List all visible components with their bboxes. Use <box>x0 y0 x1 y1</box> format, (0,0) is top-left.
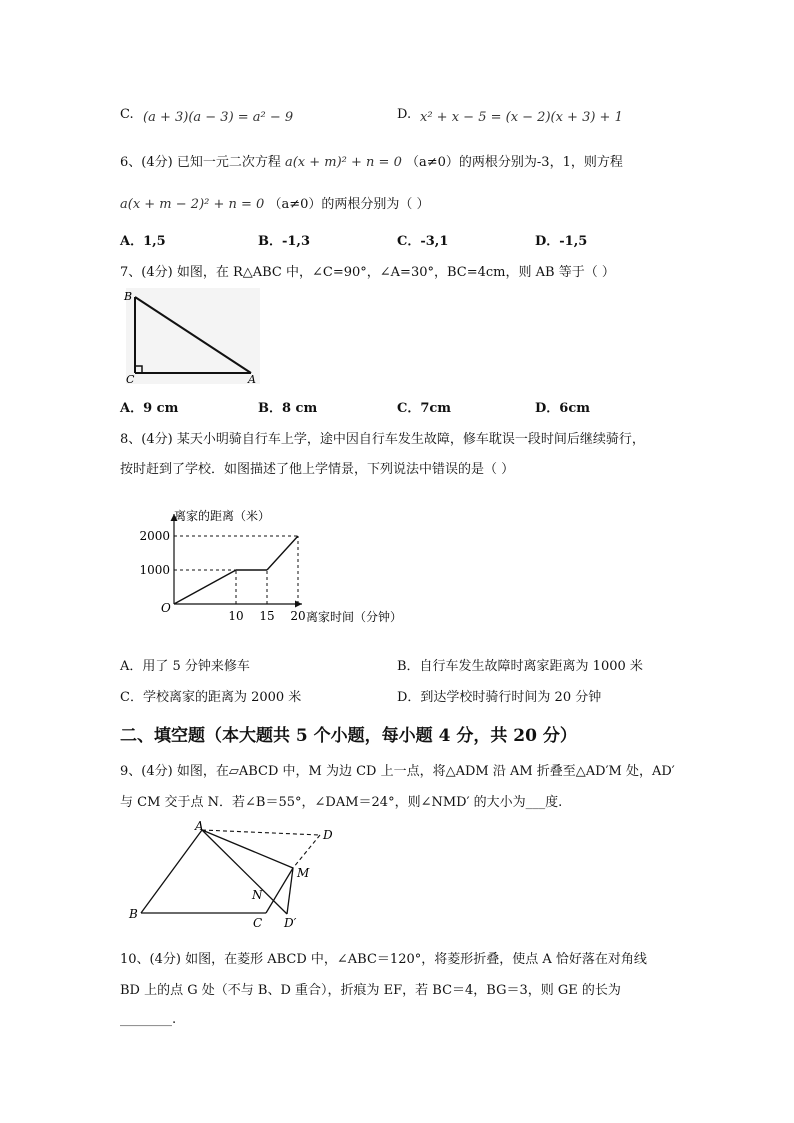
q9-side-ad-dashed <box>202 830 320 835</box>
q9-side-dm-dashed <box>293 835 320 868</box>
q10-line1: 10、(4分) 如图，在菱形 ABCD 中，∠ABC＝120°，将菱形折叠，使点 A 恰好落在对角线 <box>120 952 647 967</box>
q6-stem-pre: 6、(4分) 已知一元二次方程 <box>120 155 281 170</box>
q9-segment-ad-prime <box>202 830 287 914</box>
q9-fold-am <box>202 830 293 868</box>
q7-triangle-figure <box>118 284 263 388</box>
q9-parallelogram-figure <box>125 820 345 932</box>
q7-stem: 7、(4分) 如图，在 R△ABC 中，∠C=90°，∠A=30°，BC=4cm，则 AB 等于（ ） <box>120 265 615 280</box>
q8-option-b: B．自行车发生故障时离家距离为 1000 米 <box>397 659 643 674</box>
q8-line1: 8、(4分) 某天小明骑自行车上学，途中因自行车发生故障，修车耽误一段时间后继续骑行， <box>120 432 645 447</box>
q7-label-b: B <box>124 290 133 303</box>
q6-option-c: C．-3,1 <box>397 234 449 249</box>
q5-option-d-equation: x² + x − 5 = (x − 2)(x + 3) + 1 <box>420 110 623 125</box>
q8-y-tick-1000: 1000 <box>139 563 170 577</box>
q9-label-a: A <box>195 820 204 833</box>
q7-option-c: C．7cm <box>397 401 452 416</box>
q5-option-c-equation: (a + 3)(a − 3) = a² − 9 <box>143 110 294 125</box>
q6-option-d: D．-1,5 <box>535 234 588 249</box>
q8-x-tick-10: 10 <box>228 609 244 623</box>
q8-option-c: C．学校离家的距离为 2000 米 <box>120 690 302 705</box>
q5-option-c-label: C. <box>120 107 134 122</box>
q10-line2: BD 上的点 G 处（不与 B、D 重合），折痕为 EF，若 BC＝4，BG＝3，则 GE 的长为 <box>120 983 621 998</box>
section-2-heading: 二、填空题（本大题共 5 个小题，每小题 4 分，共 20 分） <box>120 726 577 746</box>
q7-option-d: D．6cm <box>535 401 590 416</box>
q9-label-b: B <box>129 907 138 921</box>
q8-option-a: A．用了 5 分钟来修车 <box>120 659 250 674</box>
q8-x-tick-15: 15 <box>259 609 275 623</box>
q9-label-d: D <box>323 828 333 842</box>
q6-line2 <box>120 193 430 212</box>
q6-equation-2: a(x + m − 2)² + n = 0 <box>120 197 265 212</box>
q7-option-b: B．8 cm <box>258 401 318 416</box>
q6-equation-1: a(x + m)² + n = 0 <box>284 155 402 170</box>
q8-origin-label: O <box>161 601 171 615</box>
q10-answer-blank: ________. <box>120 1012 177 1027</box>
q9-segment-md-prime <box>287 868 293 914</box>
q8-distance-time-chart <box>130 500 430 630</box>
q9-line2: 与 CM 交于点 N．若∠B＝55°，∠DAM＝24°，则∠NMD′ 的大小为___度. <box>120 795 563 810</box>
q9-label-m: M <box>297 866 310 880</box>
q9-label-c: C <box>253 916 263 930</box>
q9-label-n: N <box>252 888 263 902</box>
q8-series-segment-3 <box>267 536 298 570</box>
q8-series-segment-1 <box>174 570 236 604</box>
q5-option-d-label: D. <box>397 107 412 122</box>
q6-stem-post: （a≠0）的两根分别为-3，1，则方程 <box>406 155 623 170</box>
q7-label-c: C <box>126 373 135 386</box>
q8-x-axis-label: 离家时间（分钟） <box>306 610 403 624</box>
q7-label-a: A <box>248 373 256 386</box>
q7-option-a: A．9 cm <box>120 401 179 416</box>
q8-y-tick-2000: 2000 <box>139 529 170 543</box>
q8-option-d: D．到达学校时骑行时间为 20 分钟 <box>397 690 602 705</box>
q9-side-ab <box>141 830 202 913</box>
q6-option-a: A．1,5 <box>120 234 166 249</box>
q6-line2-post: （a≠0）的两根分别为（ ） <box>268 197 430 212</box>
q8-line2: 按时赶到了学校．如图描述了他上学情景，下列说法中错误的是（ ） <box>120 462 515 477</box>
q6-option-b: B．-1,3 <box>258 234 311 249</box>
q8-y-axis-label: 离家的距离（米） <box>174 509 271 523</box>
q9-line1: 9、(4分) 如图，在▱ABCD 中，M 为边 CD 上一点，将△ADM 沿 AM 折叠至△AD′M 处，AD′ <box>120 764 675 779</box>
q8-x-tick-20: 20 <box>290 609 306 623</box>
q6-line1 <box>120 151 623 170</box>
q9-label-d-prime: D′ <box>284 916 297 930</box>
